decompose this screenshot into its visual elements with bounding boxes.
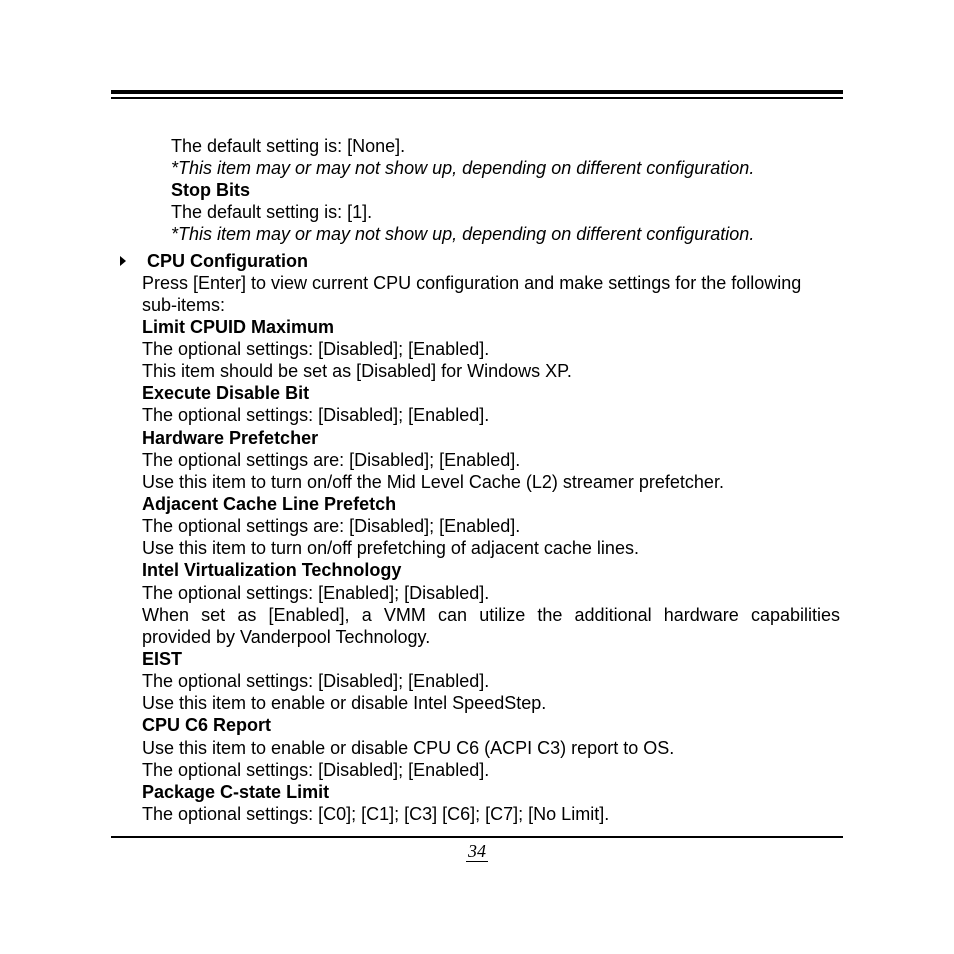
footer-rule [111, 836, 843, 838]
heading-execute-disable: Execute Disable Bit [142, 383, 310, 403]
heading-hardware-prefetcher: Hardware Prefetcher [142, 428, 319, 448]
cpu-c6-options: The optional settings: [Disabled]; [Enabled]. [142, 760, 490, 780]
execute-disable-options: The optional settings: [Disabled]; [Enabled]. [142, 405, 490, 425]
page-number-text: 34 [468, 841, 486, 861]
cpu-config-description-cont: sub-items: [142, 295, 226, 315]
intel-vt-note-cont: provided by Vanderpool Technology. [142, 627, 431, 647]
eist-options: The optional settings: [Disabled]; [Enabled]. [142, 671, 490, 691]
limit-cpuid-note: This item should be set as [Disabled] for Windows XP. [142, 361, 572, 381]
intel-vt-options: The optional settings: [Enabled]; [Disabled]. [142, 583, 490, 603]
config-note: *This item may or may not show up, depending on different configuration. [171, 224, 755, 244]
heading-package-cstate: Package C-state Limit [142, 782, 330, 802]
heading-cpu-c6: CPU C6 Report [142, 715, 272, 735]
default-setting-none: The default setting is: [None]. [171, 136, 406, 156]
hardware-prefetcher-note: Use this item to turn on/off the Mid Level Cache (L2) streamer prefetcher. [142, 472, 724, 492]
config-note: *This item may or may not show up, depending on different configuration. [171, 158, 755, 178]
cpu-config-description: Press [Enter] to view current CPU configuration and make settings for the following [142, 273, 802, 293]
intel-vt-note: When set as [Enabled], a VMM can utilize the additional hardware capabilities [142, 605, 840, 625]
limit-cpuid-options: The optional settings: [Disabled]; [Enabled]. [142, 339, 490, 359]
package-cstate-options: The optional settings: [C0]; [C1]; [C3] [C6]; [C7]; [No Limit]. [142, 804, 610, 824]
eist-note: Use this item to enable or disable Intel SpeedStep. [142, 693, 547, 713]
stop-bits-default: The default setting is: [1]. [171, 202, 373, 222]
adjacent-cache-options: The optional settings are: [Disabled]; [Enabled]. [142, 516, 521, 536]
triangle-right-icon [120, 256, 126, 266]
heading-intel-vt: Intel Virtualization Technology [142, 560, 402, 580]
cpu-c6-note: Use this item to enable or disable CPU C6 (ACPI C3) report to OS. [142, 738, 675, 758]
adjacent-cache-note: Use this item to turn on/off prefetching of adjacent cache lines. [142, 538, 639, 558]
heading-eist: EIST [142, 649, 183, 669]
heading-limit-cpuid: Limit CPUID Maximum [142, 317, 335, 337]
heading-adjacent-cache: Adjacent Cache Line Prefetch [142, 494, 397, 514]
page-number [0, 840, 954, 862]
heading-stop-bits: Stop Bits [171, 180, 250, 200]
header-rule-thick [111, 90, 843, 94]
hardware-prefetcher-options: The optional settings are: [Disabled]; [Enabled]. [142, 450, 521, 470]
header-rule-thin [111, 97, 843, 99]
section-title-cpu-configuration: CPU Configuration [147, 251, 308, 271]
